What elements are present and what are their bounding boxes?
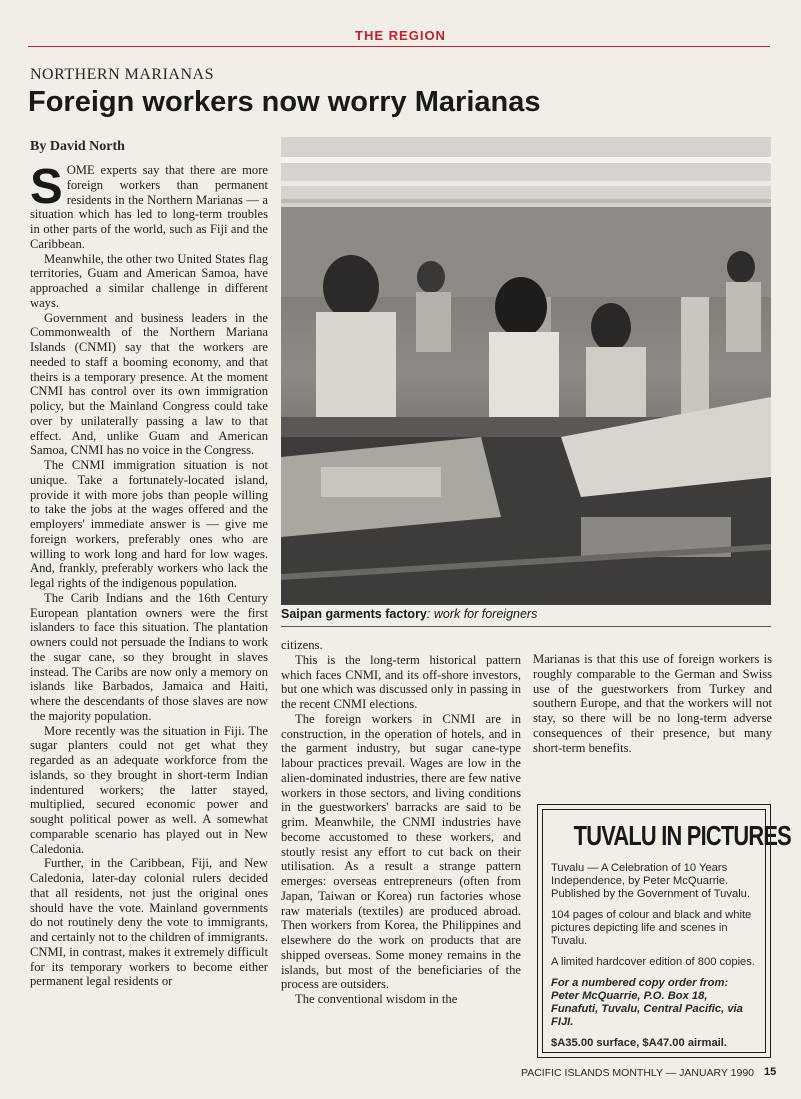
- paragraph: Government and business leaders in the Commonwealth of the Northern Mariana Islands (CNMI) say that the workers are needed to staff a booming economy, and that theirs is a temporary presence. At the moment CNMI has control over its own immigration policy, but the Mainland Congress could take over by unilaterally passing a law to that effect. And, unlike Guam and American Samoa, CNMI has no voice in the Congress.: [30, 310, 268, 458]
- paragraph: The Carib Indians and the 16th Century European plantation owners were the first islanders to face this situation. The plantation owners could not persuade the Indians to work the sugar cane, so they brought in slaves instead. The Caribs are now only a memory on islands like Barbados, Jamaica and Haiti, where the descendants of those slaves are now the majority population.: [30, 590, 268, 723]
- ad-order: [551, 977, 757, 1029]
- ad-description: Tuvalu — A Celebration of 10 Years Independence, by Peter McQuarrie. Published by the Government of Tuvalu.: [551, 862, 751, 900]
- paragraph: citizens.: [281, 638, 323, 652]
- caption-rule: [281, 626, 771, 627]
- ad-pages: 104 pages of colour and black and white pictures depicting life and scenes in Tuvalu.: [551, 909, 752, 947]
- kicker: NORTHERN MARIANAS: [30, 66, 214, 83]
- section-label: THE REGION: [355, 28, 446, 43]
- ad-order-address: Peter McQuarrie, P.O. Box 18, Funafuti, Tuvalu, Central Pacific, via FIJI.: [551, 990, 743, 1028]
- headline: Foreign workers now worry Marianas: [28, 86, 541, 118]
- paragraph: This is the long-term historical pattern which faces CNMI, and its off-shore investors, but one which was discussed only in passing in the recent CNMI elections.: [281, 652, 521, 711]
- article-column-1: [30, 160, 268, 989]
- article-column-2: [281, 638, 521, 1007]
- ad-edition: A limited hardcover edition of 800 copies.: [551, 956, 755, 968]
- paragraph: Marianas is that this use of foreign workers is roughly comparable to the German and Swiss use of the guestworkers from Turkey and southern Europe, and that the workers will not stay, so there will be no long-term adverse consequences of their presence, but many short-term benefits.: [533, 652, 772, 755]
- ad-price: $A35.00 surface, $A47.00 airmail.: [551, 1037, 728, 1049]
- factory-photo: [281, 137, 771, 605]
- paragraph: Meanwhile, the other two United States flag territories, Guam and American Samoa, have approached a similar challenge in different ways.: [30, 251, 268, 310]
- footer-publication: PACIFIC ISLANDS MONTHLY — JANUARY 1990: [521, 1067, 755, 1079]
- paragraph: SOME experts say that there are more foreign workers than permanent residents in the Northern Marianas — a situation which has led to long-term troubles in other parts of the world, such as Fiji and the Caribbean.: [30, 160, 268, 251]
- ad-inner-border: [542, 809, 791, 1053]
- drop-cap: S: [30, 160, 63, 214]
- book-advertisement: [537, 804, 791, 1058]
- paragraph: The foreign workers in CNMI are in construction, in the operation of hotels, and in the garment industry, but sugar cane-type labour practices prevail. Wages are low in the alien-dominated industries, there are few native workers in those sectors, and living conditions in the guestworkers' barracks are said to be grim. Meanwhile, the CNMI industries have become accustomed to these workers, and stoutly resist any effort to cut back on their utilisation. As a result a strange pattern emerges: overseas entrepreneurs (often from Japan, Taiwan or Korea) run factories whose raw materials (textiles) are produced abroad. Then workers from Korea, the Philippines and elsewhere do the work on products that are shipped overseas. Some money remains in the islands, but most of the beneficiaries of the process are outsiders.: [281, 711, 521, 992]
- ad-title: TUVALU IN PICTURES: [573, 820, 791, 851]
- byline: By David North: [30, 139, 125, 154]
- page-number: 15: [764, 1066, 777, 1078]
- factory-photo-illustration: [281, 137, 771, 605]
- paragraph: More recently was the situation in Fiji. The sugar planters could not get what they regarded as an adequate workforce from the islands, so they brought in short-term Indian indentured workers; the latter stayed, multiplied, secured economic power and sought political power as well. A somewhat comparable scenario has played out in New Caledonia.: [30, 723, 268, 856]
- ad-order-label: For a numbered copy order from:: [551, 977, 729, 989]
- section-rule: [28, 46, 770, 47]
- paragraph: Further, in the Caribbean, Fiji, and New Caledonia, later-day colonial rulers decided that all residents, not just the original ones should have the vote. Mainland governments do not routinely deny the vote to immigrants, and certainly not to the children of immigrants. CNMI, in contrast, makes it extremely difficult for its temporary workers to become either permanent legal residents or: [30, 856, 268, 989]
- article-column-3: [533, 652, 772, 755]
- paragraph: The CNMI immigration situation is not unique. Take a fortunately-located island, provide it with more jobs than people willing to take the jobs at the wages offered and the employers' immediate answer is — give me foreign workers, preferably ones who are willing to work long and hard for low wages. And, frankly, preferably workers who lack the legal rights of the indigenous population.: [30, 458, 268, 590]
- caption-italic: : work for foreigners: [426, 607, 538, 621]
- caption-bold: Saipan garments factory: [281, 607, 427, 621]
- photo-caption: [281, 607, 771, 621]
- paragraph: The conventional wisdom in the: [295, 992, 458, 1006]
